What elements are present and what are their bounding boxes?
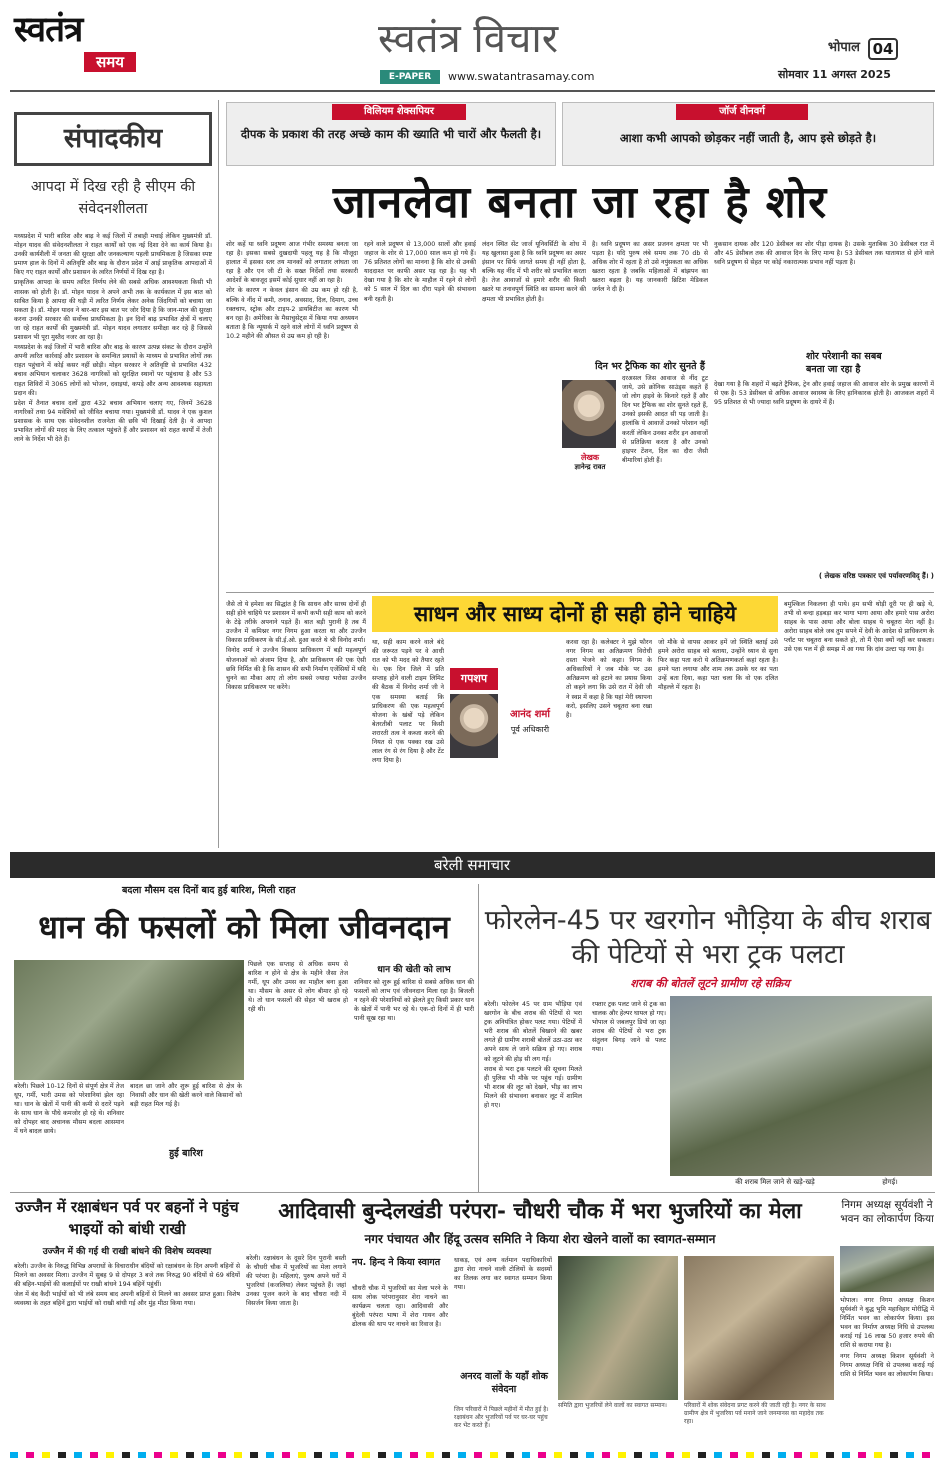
main-article-paragraph: है। ध्वनि प्रदूषण का असर प्रजनन क्षमता पर भी पड़ता है। यदि पुरुष लंबे समय तक 70 db से अधिक शोर में रहता है तो उसे नपुंसकता का अधिक खतरा रहता है जबकि महिलाओं में बांझपन का खतरा बढ़ता है। यह जानकारी ब्रिटिश मेडिकल जर्नल ने दी है। (592, 241, 708, 294)
rakhi-paragraph: जेल में बंद कैदी भाईयों को भी लंबे समय बाद अपनी बहिनों से मिलने का अवसर प्राप्त हुआ। विशेष व्यवस्था के तहत बहिनें द्वारा भाईयों को राखी बांधी गई और मुंह मीठा किया गया। (14, 1291, 240, 1308)
adivasi-paragraph: बरेली। रक्षाबंधन के दूसरे दिन पुरानी बस्ती के चौधरी चौक में भुजरियों का मेला लगाने की परंपरा है। महिलाएं, पुरुष अपने घरों में भुजरियां (कजलिया) लेकर पहुंचते हैं। जहां उनका पूजन करने के बाद चौधरा नदी में विसर्जन किया जाता है। (246, 1255, 346, 1308)
masthead-divider (10, 90, 935, 92)
color-registration-bar (10, 1452, 935, 1458)
page-title: स्वतंत्र विचार (378, 16, 559, 62)
section-title: बरेली समाचार (433, 856, 511, 874)
vertical-divider (478, 884, 479, 1192)
forelane-paragraph: शराब से भरा ट्रक पलटने की सूचना मिलते ही पुलिस भी मौके पर पहुंच गई। ग्रामीण भी शराब की लूट को देखने, भीड़ का लाभ मिलने की संभावना बनाकर लूट में शामिल हो गए। (484, 1065, 582, 1110)
dhaan-paragraph: बरेली। पिछले 10-12 दिनों से संपूर्ण क्षेत्र में तेज धूप, गर्मी, भारी उमस को परेशानियां झेल रहा था। धान के खेतों में पानी की कमी से दरारें पड़ने के साथ धान के पौधे कमजोर हो रहे थे। शनिवार को दोपहर बाद अचानक मौसम बदला आसमान में घने बादल छाये। (14, 1083, 124, 1136)
forelane-photo-caption: की शराब मिल जाने से खड़े-खड़े (735, 1178, 815, 1186)
main-article-col-6 (714, 240, 934, 346)
nigam-paragraph: भोपाल। नगर निगम अध्यक्ष किशन सूर्यवंशी ने बुद्ध भूमि महाविहार मोरीद्धि में निर्मित भवन का लोकार्पण किया। इस भवन का निर्माण अध्यक्ष निधि से उपलब्ध कराई गई 16 लाख 50 हजार रुपये की राशि से कराया गया है। (840, 1297, 934, 1350)
gapshap-paragraph: बमुश्किल निकलना ही पाये। हम सभी थोड़ी दूरी पर ही खड़े थे, तभी वो बन्दा हड़बड़ा कर भागा भागा आया और हमारे पास अरोरा साहब के पास आया और बोला साहब ये चबूतरा मेरा नहीं है। अरोरा साहब बोले जब तुम सपने में देवी के आदेश से प्राधिकरण के प्लॉट पर चबूतरा बना सकते हो, तो मैं ऐसा क्यों नहीं कर सकता। उसे एक पल में ही समझ में आ गया कि दांव उल्टा पड़ गया है। (784, 601, 934, 654)
rakhi-headline: उज्जैन में रक्षाबंधन पर्व पर बहनों ने पहुंच भाइयों को बांधी राखी (15, 1198, 239, 1238)
gapshap-paragraph: विनोद शर्मा ने उज्जैन विकास प्राधिकरण में बड़ी महत्वपूर्ण योजनाओं को अंजाम दिया है, और प्राधिकरण की एक ऐसी छवि निर्मित की है कि शासन की सभी निर्माण एजेंसियों में यदि चुनने का मौका आए तो लोग सबसे ज्यादा भरोसा उज्जैन विकास प्राधिकरण पर करेंगे। (226, 647, 366, 691)
logo-top: स्वतंत्र (14, 9, 83, 50)
adivasi-caption-1: जिन परिवारों में पिछले महीनों में मौत हुई है। रक्षाबंधन और भुजरियों पर्व पर घर-घर पहुंच कर भेंट करते हैं। (454, 1406, 549, 1429)
adivasi-photo-1 (558, 1256, 678, 1400)
adivasi-photo-2 (684, 1256, 834, 1400)
forelane-photo (670, 996, 932, 1176)
adivasi-paragraph: धाकड़, एवं अन्य वर्तमान पदाधिकारियों द्वारा शेरा नाचने वाली टोलियों के सदस्यों का तिलक लगा कर स्वागत सम्मान किया गया। (454, 1257, 552, 1292)
column-divider (218, 100, 219, 848)
forelane-subhead: शराब की बोतलें लूटने ग्रामीण रहे सक्रिय (630, 977, 790, 990)
gapshap-author-title: पूर्व अधिकारी (510, 725, 550, 734)
gapshap-paragraph: था, सही काम करने वाले बंदे की जरूरत पड़ने पर वे आधी रात को भी मदद को तैयार रहते थे। एक दिन जिले में प्रति सप्ताह होने वाली टाइम लिमिट की बैठक में विनोद शर्मा जी ने एक समस्या बताई कि प्राधिकरण की एक महत्वपूर्ण योजना के खंबों पड़े लेकिन बेतरतीबी पलाट पर किसी शरारती तत्व ने कब्जा करने की नियत से एक पक्का रख उसे लाल रंग से रंग दिया है और टेंट लगा दिया है। (372, 639, 444, 765)
forelane-photo-caption-2: होगई। (882, 1178, 898, 1186)
website-link[interactable]: www.swatantrasamay.com (448, 70, 595, 83)
editorial-paragraph: प्राकृतिक आपदा के समय त्वरित निर्णय लेने की सबसे अधिक आवश्यकता किसी भी शासक को होती है। डॉ. मोहन यादव ने अपने अभी तक के कार्यकाल में इस बात को साबित किया है आपदा की घड़ी में त्वरित निर्णय लेकर अनेक जिंदगियों को बचाया जा सकता है। डॉ. मोहन यादव ने बार-बार इस बात पर जोर दिया है कि जान-माल की सुरक्षा करना उनकी सरकार की सर्वोच्च प्राथमिकता है। इन दिनों बाढ़ प्रभावित क्षेत्रों में चलाए जा रहे राहत कार्यों की मुख्यमंत्री डॉ. मोहन यादव लगातार समीक्षा कर रहे हैं जिससे प्रशासन भी पूरा मुस्तैद नजर आ रहा है। (14, 279, 212, 342)
quote-text-right: आशा कभी आपको छोड़कर नहीं जाती है, आप इसे छोड़ते है। (619, 131, 877, 145)
gapshap-headline: साधन और साध्य दोनों ही सही होने चाहिये (372, 596, 778, 632)
city-label: भोपाल (827, 40, 860, 55)
condolence-box: अनरद वालों के यहाँ शोक संवेदना (460, 1371, 548, 1395)
logo[interactable] (14, 8, 142, 90)
issue-date: सोमवार 11 अगस्त 2025 (778, 68, 891, 81)
dhaan-headline: धान की फसलों को मिला जीवनदान (38, 908, 450, 946)
adivasi-col-1 (246, 1254, 346, 1446)
main-article-paragraph: शोर कहें या ध्वनि प्रदूषण आज गंभीर समस्या बनता जा रहा है। इसका सबसे दुखदायी पहलू यह है कि मौजूदा हालात में इसका स्तर तय मानकों को लगातार लांघता जा रहा है और एन जी टी के सख्त निर्देशों तथा सरकारी आदेशों के बावजूद इसमें कोई सुधार नहीं आ रहा है। (226, 241, 358, 285)
author-label: लेखक (580, 453, 600, 462)
forelane-paragraph: बरेली। फोरलेन 45 पर ग्राम भौड़िया एवं खरगोन के बीच शराब की पेटियों से भरा ट्रक अनियंत्रित होकर पलट गया। पेटियों में भरी शराब की बोतलें बिखरने की खबर लगते ही ग्रामीण शराबी बोतलें उठा-उठा कर अपने साथ ले जाने सक्रिय हो गए। शराब को लूटने की होड़ सी लग गई। (484, 1001, 582, 1063)
adivasi-caption-3: परिवारों में शोक संवेदना प्रगट करने की जाती रही है। नगर के साथ ग्रामीण क्षेत्र में भुजरिया पर्व मनाने जाने जनमानस का महादेव तक रहा। (684, 1402, 826, 1425)
adivasi-subhead: नगर पंचायत और हिंदू उत्सव समिति ने किया शेरा खेलने वालों का स्वागत-सम्मान (364, 1232, 716, 1246)
nigam-paragraph: नगर निगम अध्यक्ष किशन सूर्यवंशी ने निगम अध्यक्ष निधि से उपलब्ध कराई गई राशि से निर्मित भवन का लोकार्पण किया। (840, 1352, 934, 1378)
forelane-col-2 (592, 1000, 666, 1174)
main-article-col-1 (226, 240, 358, 590)
main-article-subhead-2: शोर परेशानी का सबब बनता जा रहा है (806, 351, 882, 375)
gapshap-col-4 (658, 638, 778, 846)
nigam-photo (840, 1246, 934, 1292)
gapshap-col-2 (372, 638, 444, 846)
gapshap-label: गपशप (450, 668, 498, 690)
quote-author-left: विलियम शेक्सपियर (332, 104, 466, 120)
section-rule (10, 1192, 935, 1193)
dhaan-col-4 (354, 978, 474, 1186)
page-number: 04 (868, 38, 898, 60)
rakhi-subhead: उज्जैन में की गई थी राखी बांधने की विशेष व्यवस्था (42, 1247, 212, 1257)
gapshap-paragraph: जो मौके से वापस आकर हमें जो स्थिति बताई उसे हमने अरोरा साहब को बताया, उन्होंने ध्यान से सुना फिर कहा पता करो ये अतिक्रमणकर्ता कहां रहता है। हमने पता लगाया और शाम तक उसके घर का पता उन्हें बता दिया, कहा पता चला कि वो एक दलित मौहल्ले में रहता है। (658, 639, 778, 692)
adivasi-caption-2: समिति द्वारा भुजरियों लेने वालों का स्वागत सम्मान। (558, 1402, 667, 1409)
adivasi-box-label: नप. हिन्द ने किया स्वागत (352, 1257, 441, 1268)
main-article-subhead: दिन भर ट्रैफिक का शोर सुनते हैं (595, 361, 705, 372)
main-article-paragraph: दरअसल जिस आवाज से नींद टूट जाये, उसे क्रोनिक साउंड्स कहते हैं जो लोग हाइवे के किनारे रहते हैं और दिन भर ट्रैफिक का शोर सुनते रहते हैं, उनको इसकी आदत सी पड़ जाती है। हालांकि ये आवाजें उनको परेशान नहीं करतीं लेकिन उनका शरीर इन आवाजों से प्रतिक्रिया करता है और उनको हाइपर टेंशन, दिल का दौरा जैसी बीमारियां होती हैं। (622, 375, 708, 464)
dhaan-paragraph: पिछले एक सप्ताह से अधिक समय से बारिश न होने से क्षेत्र के महीने जैसा तेज गर्मी, धूप और उमस का माहौल बना हुआ था। मौसम के असर से लोग बीमार हो रहे थे। तो धान फसलों की सेहत भी खराब हो रही थी। (248, 961, 348, 1014)
author-photo (560, 378, 618, 450)
adivasi-headline: आदिवासी बुन्देलखंडी परंपरा- चौधरी चौक में भरा भुजरियों का मेला (278, 1199, 802, 1224)
main-article-paragraph: देखा गया है कि शहरों में बढ़ते ट्रैफिक, ट्रेन और हवाई जहाज की आवाज शोर के प्रमुख कारणों में से एक है। 53 डेसीबल से अधिक आवाज स्वास्थ्य के लिए हानिकारक होती है। आजकल शहरों में 95 प्रतिशत से भी ज्यादा ध्वनि प्रदूषण के दायरे में हैं। (714, 381, 934, 407)
forelane-paragraph: रफ्तार ट्रक पलट जाने से ट्रक का चालक और हेल्पर घायल हो गए। भोपाल से जबलपुर डिपो जा रहा शराब की पेटियों से भरा ट्रक संतुलन बिगड़ जाने से पलट गया। (592, 1001, 666, 1054)
main-article-col-5 (622, 374, 708, 590)
dhaan-subhead: हुई बारिश (169, 1148, 203, 1159)
main-headline: जानलेवा बनता जा रहा है शोर (332, 177, 828, 228)
gapshap-author-photo (450, 694, 498, 758)
editorial-label: संपादकीय (14, 112, 212, 166)
quote-text-left: दीपक के प्रकाश की तरह अच्छे काम की ख्याति भी चारों और फैलती है। (240, 127, 542, 141)
forelane-col-1 (484, 1000, 582, 1186)
adivasi-col-2 (352, 1284, 448, 1446)
main-article-paragraph: लंदन स्थित सेंट जार्ज यूनिवर्सिटी के शोध में यह खुलासा हुआ है कि ध्वनि प्रदूषण का असर इंसान पर सिर्फ जागते समय ही नहीं होता है, बल्कि यह नींद में भी शरीर को प्रभावित करता है। तेज आवाजों से हमारे शरीर की किसी खतरे या तनावपूर्ण स्थिति का सामना करने की क्षमता भी प्रभावित होती है। (482, 241, 586, 303)
main-article-paragraph: रहने वाले प्रदूषण से 13,000 सालों और हवाई जहाज के शोर से 17,000 साल कम हो गये हैं। 76 प्रतिशत लोगों का मानना है कि शोर से उनकी याददाश्त पर काफी असर पड़ रहा है। यह भी देखा गया है कि शोर के माहौल में रहने से लोगों को 5 साल में दिल का दौरा पड़ने की संभावना बनी रहती है। (364, 241, 476, 303)
rakhi-body (14, 1262, 240, 1446)
editorial-paragraph: मध्यप्रदेश में भारी बारिश और बाढ़ ने कई जिलों में तबाही मचाई लेकिन मुख्यमंत्री डॉ. मोहन यादव की संवेदनशीलता ने राहत कार्यों को एक नई दिशा देने का कार्य किया है। उनकी कार्यशैली में जनता की सुरक्षा और जनकल्याण पहली प्राथमिकता है जिसका स्पष्ट प्रमाण हाल के दिनों में अतिवृष्टि और बाढ़ के दौरान प्रदेश में आई प्राकृतिक आपदाओं में किए गए राहत कार्यों और प्रशासन के त्वरित निर्णयों में दिख रहा है। (14, 233, 212, 277)
editorial-paragraph: मध्यप्रदेश के कई जिलों में भारी बारिश और बाढ़ के कारण उत्पन्न संकट के दौरान उन्होंने अपनी त्वरित कार्रवाई और प्रशासन के समन्वित प्रयासों के माध्यम से प्रभावित लोगों तक राहत पहुंचाने में कोई कसर नहीं छोड़ी। मोहन सरकार ने अतिवृष्टि से प्रभावित 432 बचाव अभियान चलाकर 3628 नागरिकों को सुरक्षित स्थानों पर पहुंचाया है और 53 राहत शिविरों में 3065 लोगों को भोजन, दवाइयां, कपड़े और अन्य आवश्यक सहायता प्रदान की। (14, 344, 212, 397)
nigam-headline: निगम अध्यक्ष सूर्यवंशी ने भवन का लोकार्पण किया (840, 1199, 934, 1225)
dhaan-kicker: बदला मौसम दस दिनों बाद हुई बारिश, मिली राहत (122, 885, 296, 896)
main-article-paragraph: शोर के कारण न केवल इंसान की उम्र कम हो रही है, बल्कि वे नींद में कमी, तनाव, अवसाद, दिल, दिमाग, उच्च रक्तचाप, स्ट्रोक और टाइप-2 डायबिटीज का कारण भी बन रहा है। अमेरिका के मैसाचुसेट्स में किया गया अध्ययन बताता है कि न्यूयार्क में रहने वाले लोगों में ध्वनि प्रदूषण से 10.2 महीने की औसत से उम्र कम हो रही है। (226, 287, 358, 340)
editorial-headline: आपदा में दिख रही है सीएम की संवेदनशीलता (30, 179, 196, 217)
logo-bottom: समय (84, 52, 136, 72)
gapshap-col-5 (784, 600, 934, 846)
gapshap-rule (226, 592, 934, 593)
main-article-col-4 (592, 240, 708, 358)
main-article-col-7 (714, 380, 934, 564)
gapshap-col-1 (226, 600, 366, 846)
dhaan-col-1 (14, 1082, 124, 1186)
editorial-paragraph: प्रदेश में तैनात बचाव दलों द्वारा 432 बचाव अभियान चलाए गए, जिनमें 3628 नागरिकों तथा 94 मवेशियों को जीवित बचाया गया। मुख्यमंत्री डॉ. यादव ने एक कुशल प्रशासक के साथ एक संवेदनशील राजनेता की छवि भी दिखाई देती है। वे आपदा प्रभावित लोगों की मदद के लिए तत्काल पहुंचते हैं और प्रशासन को राहत कार्यों में तेजी लाने के निर्देश भी देते हैं। (14, 399, 212, 444)
editorial-body (14, 232, 212, 852)
dhaan-col-3 (248, 960, 348, 1186)
dhaan-photo (14, 960, 244, 1080)
author-name: ज्ञानेन्द्र रावत (574, 463, 606, 471)
nigam-body (840, 1296, 934, 1446)
main-article-paragraph: नुकसान दायक और 120 डेसीबल का शोर पीड़ा दायक है। उसके मुताबिक 30 डेसीबल रात में और 45 डेसीबल तक की आवाज दिन के लिए मान्य है। 53 डेसीबल तक यातायात से होने वाले ध्वनि प्रदूषण से सेहत पर कोई नकारात्मक प्रभाव नहीं पड़ता है। (714, 241, 934, 267)
adivasi-paragraph: चौधरी चौक में भुजरियों का मेला भरने के साथ लोक परंपरानुसार शेरा नाचने का कार्यक्रम चलता रहा। आदिवासी और बुंदेली परंपरा भाषा में शेरा गायन और ढोलक की थाप पर नाचने का रिवाज है। (352, 1285, 448, 1329)
gapshap-author: आनंद शर्मा (510, 709, 550, 720)
gapshap-paragraph: करवा रहा है। कलेक्टर ने मुझे फौरन नगर निगम का अतिक्रमण विरोधी दस्ता भेजने को कहा। निगम के अधिकारियों ने जब मौके पर उस अतिक्रमण को हटाने का प्रयास किया तो कहने लगा कि उसे रात में देवी जी ने स्वप्न में कहा है कि यहां मेरी स्थापना करो, इसलिए उसने चबूतरा बना रखा है। (566, 639, 652, 719)
dhaan-photo-label: धान की खेती को लाभ (377, 965, 451, 975)
gapshap-col-3 (566, 638, 652, 846)
dhaan-paragraph: बादल छा जाने और शुरू हुई बारिश से क्षेत्र के निवासी और धान की खेती करने वाले किसानों को बड़ी राहत मिल गई है। (130, 1083, 242, 1109)
main-article-col-2 (364, 240, 476, 590)
gapshap-paragraph: जैसे तो ये हमेशा का सिद्धांत है कि साधन और साध्य दोनों ही सही होने चाहिये पर प्रशासन में कभी कभी सही काम को करने के टेढ़े तरीके अपनाने पड़ते हैं। बात बड़ी पुरानी है तब मैं उज्जैन में कमिश्नर नगर निगम हुआ करता था और उज्जैन विकास प्राधिकरण के सी.ई.ओ. हुआ करते थे श्री विनोद शर्मा। (226, 601, 366, 645)
quote-author-right: जॉर्ज वीनवर्ग (676, 104, 808, 120)
adivasi-col-3 (454, 1256, 552, 1366)
rakhi-paragraph: बरेली। उज्जैन के निरुद्ध विभिन्न अपराधों के विचाराधीन बंदियों को रक्षाबंधन के दिन अपनी बहिनों से मिलने का अवसर मिला। उज्जैन में सुबह 9 से दोपहर 3 बजे तक निरुद्ध 90 बंदियों से 69 बंदियों की बहिन-भाईयों की कलाईयों पर राखी बांधने 194 बहिनें पहुंचीं। (14, 1263, 240, 1289)
author-note: ( लेखक वरिष्ठ पत्रकार एवं पर्यावरणविद् हैं। ) (818, 572, 934, 580)
forelane-headline: फोरलेन-45 पर खरगोन भौड़िया के बीच शराब की पेटियों से भरा ट्रक पलटा (484, 905, 932, 970)
dhaan-paragraph: शनिवार को शुरू हुई बारिश से सबसे अधिक धान की फसलों को लाभ एवं जीवनदान मिला रहा है। बिजली न रहने की परेशानियों को झेलते हुए किसी प्रकार धान के खेतों में पानी भर रहे थे। एक-दो दिनों में ही भारी पानी सूख रहा था। (354, 979, 474, 1023)
epaper-badge: E-PAPER (380, 70, 440, 84)
dhaan-col-2 (130, 1082, 242, 1142)
